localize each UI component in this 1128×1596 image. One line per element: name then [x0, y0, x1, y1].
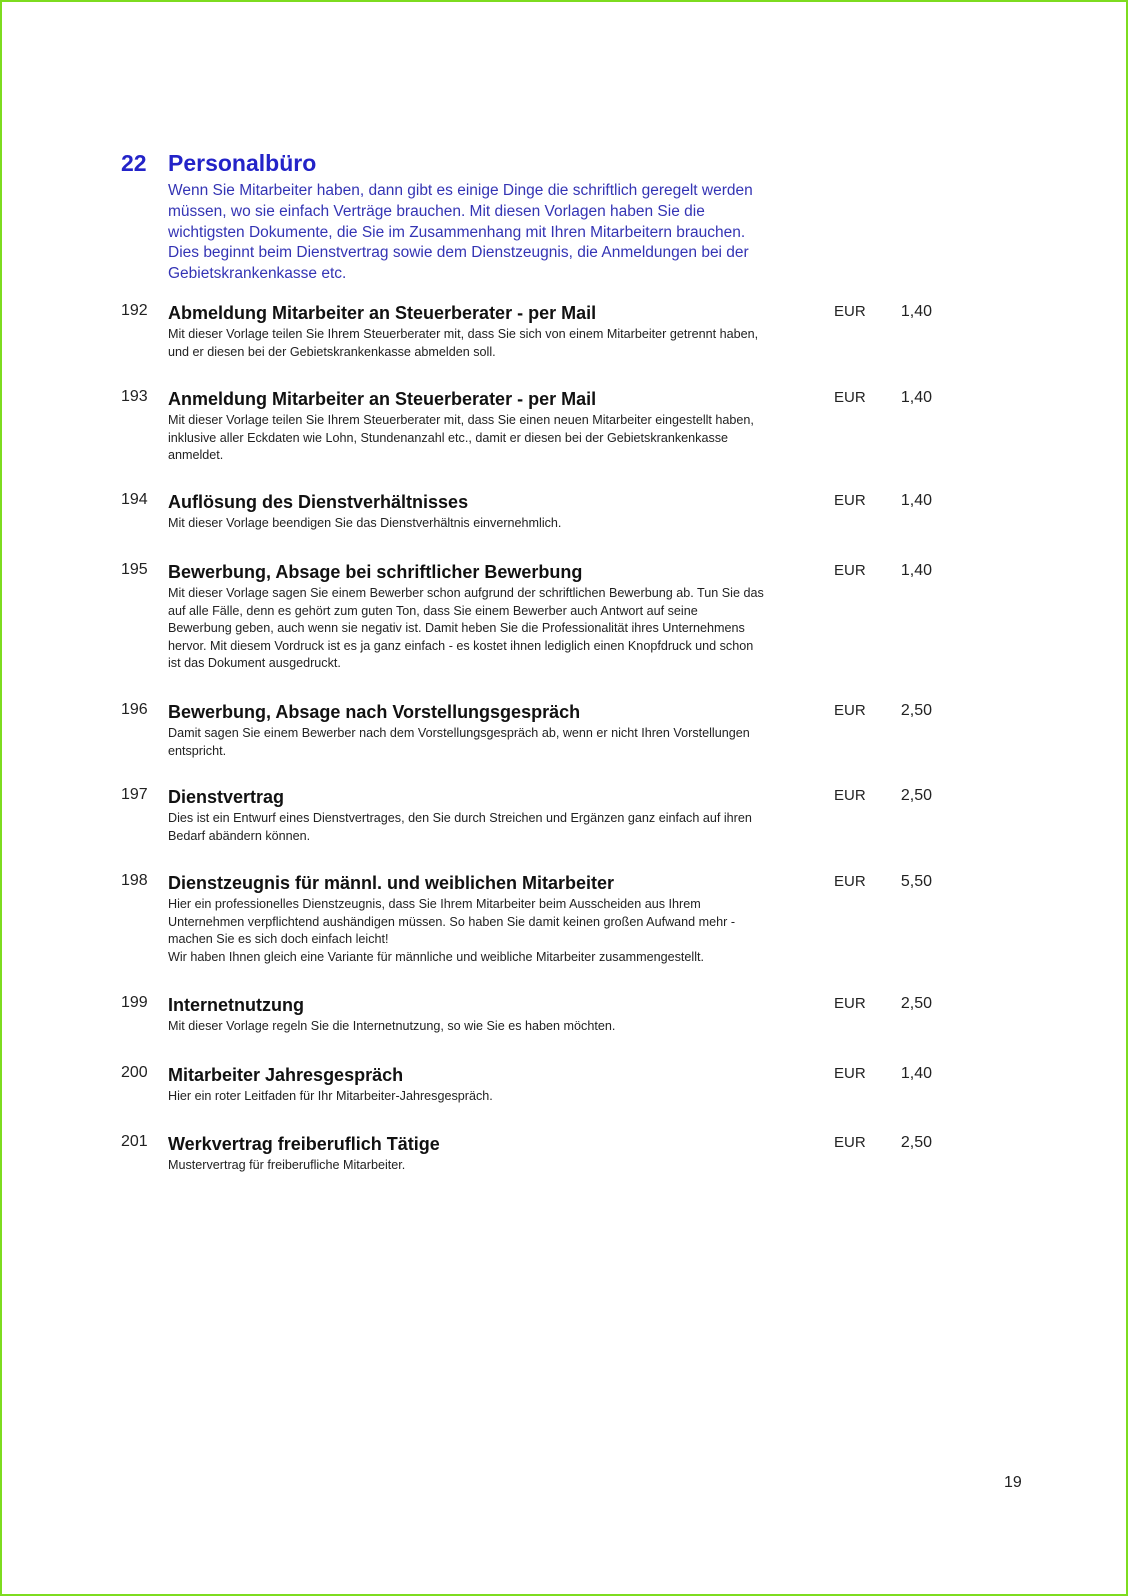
intro-line: Wenn Sie Mitarbeiter haben, dann gibt es einige Dinge die schriftlich geregelt werden	[168, 182, 753, 199]
item-description	[168, 1157, 405, 1175]
page-number: 19	[1004, 1474, 1022, 1491]
item-price: 2,50	[900, 702, 932, 719]
item-title: Dienstzeugnis für männl. und weiblichen Mitarbeiter	[168, 873, 615, 893]
description-line: auf alle Fälle, denn es gehört zum guten Ton, dass Sie einem Bewerber auch Antwort auf seine	[168, 603, 698, 618]
item-number: 201	[121, 1133, 148, 1150]
description-line: Damit sagen Sie einem Bewerber nach dem Vorstellungsgespräch ab, wenn er nicht Ihren Vorstellungen	[168, 726, 750, 740]
item-number: 193	[121, 388, 148, 405]
item-price: 5,50	[900, 873, 932, 890]
item-currency: EUR	[834, 702, 866, 719]
item-number: 196	[121, 701, 148, 718]
item-price: 2,50	[900, 1134, 932, 1151]
item-price: 2,50	[900, 787, 932, 804]
item-title: Werkvertrag freiberuflich Tätige	[168, 1134, 440, 1154]
item-title: Abmeldung Mitarbeiter an Steuerberater - per Mail	[168, 303, 597, 323]
item-description	[168, 412, 754, 465]
description-line: Bewerbung geben, auch wenn sie negativ ist. Damit heben Sie die Professionalität ihres Unternehmens	[168, 621, 745, 636]
item-price: 1,40	[900, 562, 932, 579]
item-currency: EUR	[834, 389, 866, 406]
item-currency: EUR	[834, 303, 866, 320]
intro-line: Gebietskrankenkasse etc.	[168, 265, 347, 283]
item-price: 1,40	[900, 389, 932, 406]
description-line: Mit dieser Vorlage teilen Sie Ihrem Steuerberater mit, dass Sie sich von einem Mitarbeiter getrennt haben,	[168, 327, 759, 341]
item-price: 1,40	[900, 492, 932, 509]
description-line: anmeldet.	[168, 448, 224, 463]
description-line: Unternehmen verpflichtend aushändigen müssen. So haben Sie damit keinen großen Aufwand mehr -	[168, 914, 736, 929]
item-currency: EUR	[834, 995, 866, 1012]
description-line: Dies ist ein Entwurf eines Dienstvertrages, den Sie durch Streichen und Ergänzen ganz einfach auf ihren	[168, 811, 752, 825]
description-line: Mit dieser Vorlage regeln Sie die Internetnutzung, so wie Sie es haben möchten.	[168, 1019, 616, 1033]
intro-line: müssen, wo sie einfach Verträge brauchen. Mit diesen Vorlagen haben Sie die	[168, 202, 705, 220]
item-currency: EUR	[834, 1134, 866, 1151]
item-title: Bewerbung, Absage nach Vorstellungsgespräch	[168, 702, 581, 722]
description-line: und er diesen bei der Gebietskrankenkasse abmelden soll.	[168, 344, 496, 359]
item-description	[168, 1088, 493, 1106]
description-line: inklusive aller Eckdaten wie Lohn, Stundenanzahl etc., damit er diesen bei der Gebietskrankenkasse	[168, 430, 729, 445]
description-line: machen Sie es sich doch einfach leicht!	[168, 932, 389, 947]
description-line: Mustervertrag für freiberufliche Mitarbeiter.	[168, 1158, 406, 1172]
description-line: Hier ein roter Leitfaden für Ihr Mitarbeiter-Jahresgespräch.	[168, 1089, 493, 1103]
description-line: Hier ein professionelles Dienstzeugnis, dass Sie Ihrem Mitarbeiter beim Ausscheiden aus Ihrem	[168, 897, 701, 911]
item-description	[168, 725, 750, 760]
item-currency: EUR	[834, 873, 866, 890]
item-description	[168, 326, 758, 361]
item-currency: EUR	[834, 562, 866, 579]
item-number: 194	[121, 491, 148, 508]
description-line: hervor. Mit diesem Vordruck ist es ja ganz einfach - es kostet ihnen lediglich einen Knopfdruck und schon	[168, 638, 754, 653]
item-price: 2,50	[900, 995, 932, 1012]
item-currency: EUR	[834, 787, 866, 804]
description-line: Mit dieser Vorlage teilen Sie Ihrem Steuerberater mit, dass Sie einen neuen Mitarbeiter eingestellt haben,	[168, 413, 754, 427]
item-number: 198	[121, 872, 148, 889]
item-title: Bewerbung, Absage bei schriftlicher Bewerbung	[168, 562, 583, 582]
section-number: 22	[121, 150, 147, 176]
description-line: Mit dieser Vorlage beendigen Sie das Dienstverhältnis einvernehmlich.	[168, 516, 562, 530]
intro-line: Dies beginnt beim Dienstvertrag sowie dem Dienstzeugnis, die Anmeldungen bei der	[168, 244, 749, 262]
item-number: 195	[121, 561, 148, 578]
item-description	[168, 585, 764, 673]
description-line: Wir haben Ihnen gleich eine Variante für männliche und weibliche Mitarbeiter zusammengestellt.	[168, 949, 704, 964]
description-line: entspricht.	[168, 743, 227, 758]
item-title: Mitarbeiter Jahresgespräch	[168, 1065, 404, 1085]
item-number: 199	[121, 994, 148, 1011]
item-price: 1,40	[900, 1065, 932, 1082]
item-price: 1,40	[900, 303, 932, 320]
item-description	[168, 1018, 615, 1036]
item-currency: EUR	[834, 1065, 866, 1082]
section-title: Personalbüro	[168, 150, 317, 176]
item-description	[168, 810, 752, 845]
item-title: Dienstvertrag	[168, 787, 285, 807]
item-number: 192	[121, 302, 148, 319]
section-intro	[168, 181, 848, 285]
description-line: Mit dieser Vorlage sagen Sie einem Bewerber schon aufgrund der schriftlichen Bewerbung ab. Tun Sie das	[168, 586, 764, 600]
description-line: ist das Dokument ausgedruckt.	[168, 656, 341, 671]
item-description	[168, 896, 735, 966]
item-number: 200	[121, 1064, 148, 1081]
item-number: 197	[121, 786, 148, 803]
intro-line: wichtigsten Dokumente, die Sie im Zusammenhang mit Ihren Mitarbeitern brauchen.	[168, 223, 746, 241]
item-currency: EUR	[834, 492, 866, 509]
item-title: Internetnutzung	[168, 995, 304, 1015]
item-description	[168, 515, 561, 533]
item-title: Auflösung des Dienstverhältnisses	[168, 492, 469, 512]
description-line: Bedarf abändern können.	[168, 828, 311, 843]
item-title: Anmeldung Mitarbeiter an Steuerberater - per Mail	[168, 389, 597, 409]
